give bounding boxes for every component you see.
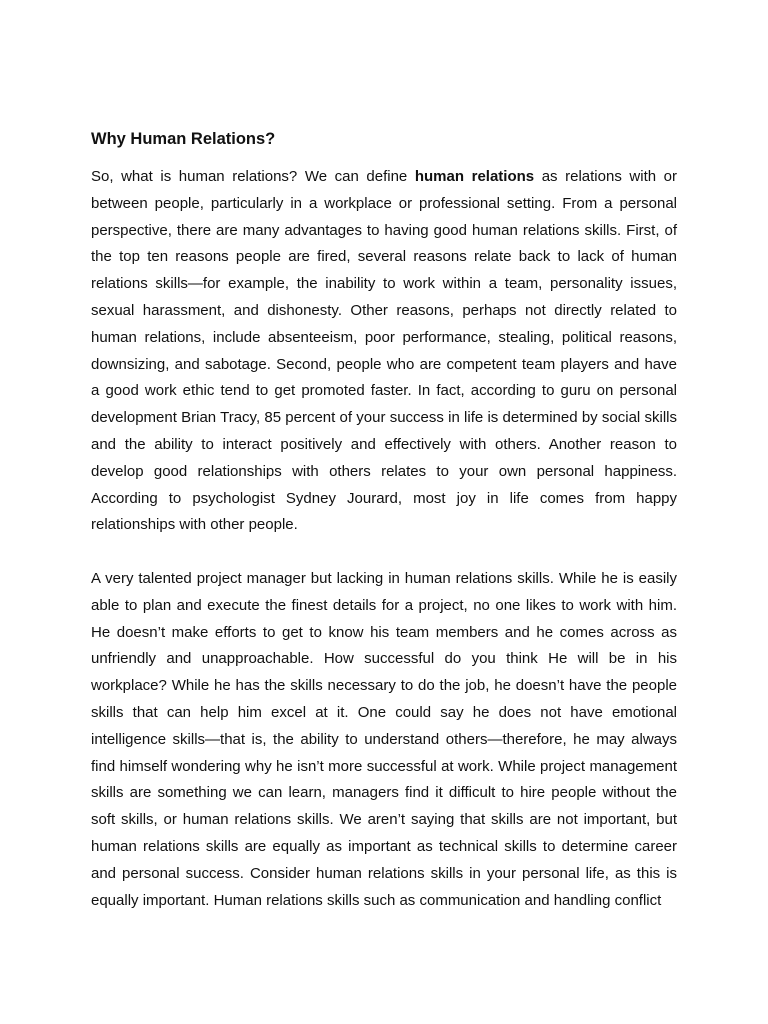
paragraph-intro bbox=[91, 164, 677, 539]
document-body bbox=[91, 126, 677, 914]
paragraph-example: A very talented project manager but lacking in human relations skills. While he is easily able to plan and execute the finest details for a project, no one likes to work with him. He doesn’t make efforts to get to know his team members and he comes across as unfriendly and unapproachable. How successful do you think He will be in his workplace? While he has the skills necessary to do the job, he doesn’t have the people skills that can help him excel at it. One could say he does not have emotional intelligence skills—that is, the ability to understand others—therefore, he may always find himself wondering why he isn’t more successful at work. While project management skills are something we can learn, managers find it difficult to hire people without the soft skills, or human relations skills. We aren’t saying that skills are not important, but human relations skills are equally as important as technical skills to determine career and personal success. Consider human relations skills in your personal life, as this is equally important. Human relations skills such as communication and handling conflict bbox=[91, 569, 677, 909]
paragraph-intro-text-start: So, what is human relations? We can define bbox=[91, 168, 415, 185]
section-heading: Why Human Relations? bbox=[91, 130, 276, 148]
bold-term: human relations bbox=[414, 168, 535, 185]
paragraph-intro-text-end: as relations with or between people, particularly in a workplace or professional setting. From a personal perspective, there are many advantages to having good human relations skills. First, of the top ten reasons people are fired, several reasons relate back to lack of human relations skills—for example, the inability to work within a team, personality issues, sexual harassment, and dishonesty. Other reasons, perhaps not directly related to human relations, include absenteeism, poor performance, stealing, political reasons, downsizing, and sabotage. Second, people who are competent team players and have a good work ethic tend to get promoted faster. In fact, according to guru on personal development Brian Tracy, 85 percent of your success in life is determined by social skills and the ability to interact positively and effectively with others. Another reason to develop good relationships with others relates to your own personal happiness. According to psychologist Sydney Jourard, most joy in life comes from happy relationships with other people. bbox=[91, 168, 677, 534]
